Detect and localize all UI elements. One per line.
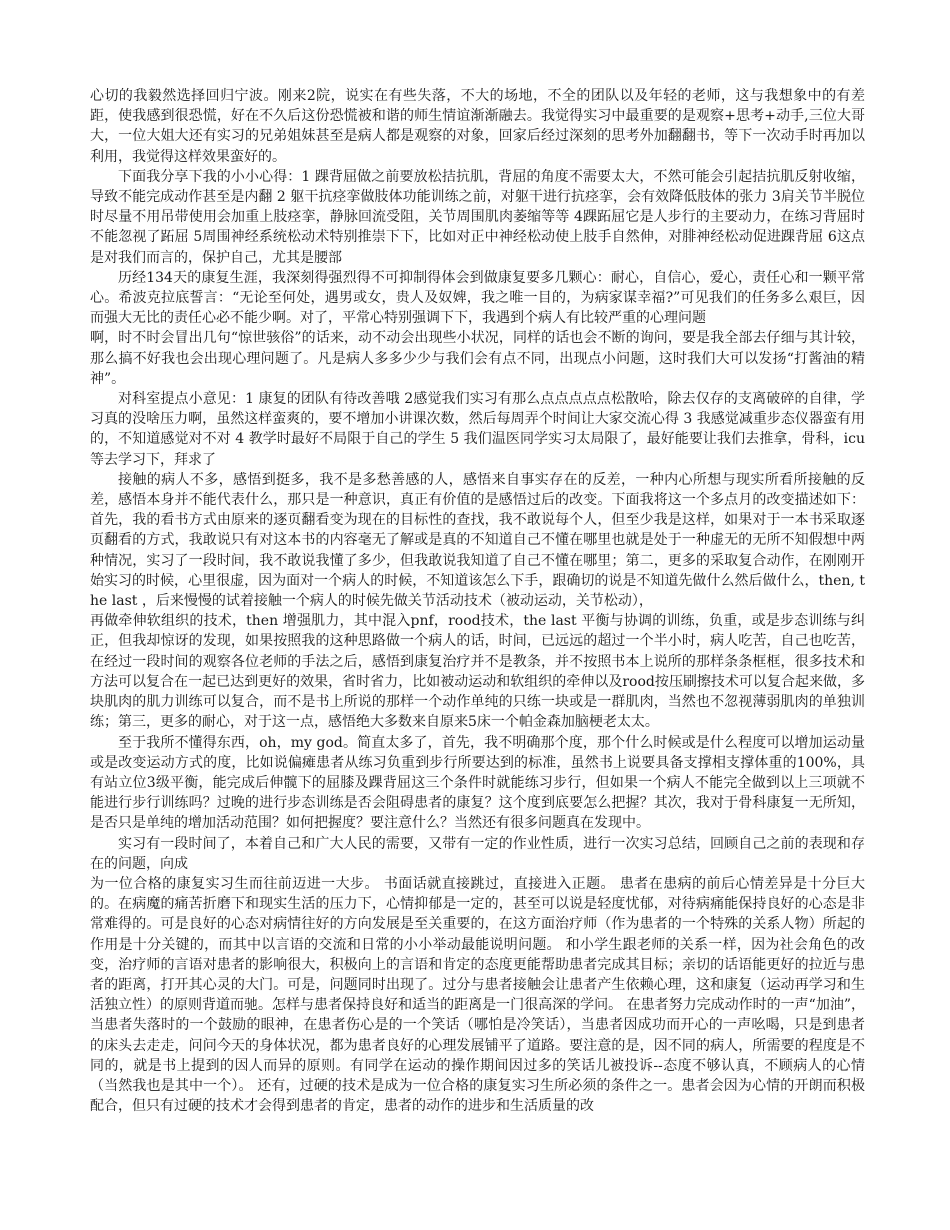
document-body: [90, 86, 865, 1116]
paragraph-9: 实习有一段时间了，本着自己和广大人民的需要，又带有一定的作业性质，进行一次实习总结，回顾自己之前的表现和存在的问题，向成: [90, 835, 865, 872]
paragraph-8: 至于我所不懂得东西，oh，my god。简直太多了，首先，我不明确那个度，那个什么时候或是什么程度可以增加运动量或是改变运动方式的度，比如说偏瘫患者从练习负重到步行所要达到的标准，虽然书上说要具备支撑相支撑体重的100%，具有站立位3级平衡，能完成后伸髋下的屈膝及踝背屈这三个条件时就能练习步行，但如果一个病人不能完全做到以上三项就不能进行步行训练吗？过晚的进行步态训练是否会阻碍患者的康复？这个度到底要怎么把握？其次，我对于骨科康复一无所知，是否只是单纯的增加活动范围？如何把握度？要注意什么？当然还有很多问题真在发现中。: [90, 734, 865, 832]
paragraph-6: 接触的病人不多，感悟到挺多，我不是多愁善感的人，感悟来自事实存在的反差，一种内心所想与现实所看所接触的反差，感悟本身并不能代表什么，那只是一种意识，真正有价值的是感悟过后的改变。下面我将这一个多点月的改变描述如下：首先，我的看书方式由原来的逐页翻看变为现在的目标性的查找，我不敢说每个人，但至少我是这样，如果对于一本书采取逐页翻看的方式，我敢说只有对这本书的内容毫无了解或是真的不知道自己不懂在哪里也就是处于一种虚无的无所不知假想中两种情况，实习了一段时间，我不敢说我懂了多少，但我敢说我知道了自己不懂在哪里；第二，更多的采取复合动作，在刚刚开始实习的时候，心里很虚，因为面对一个病人的时候，不知道该怎么下手，跟确切的说是不知道先做什么然后做什么，then, the last ，后来慢慢的试着接触一个病人的时候先做关节活动技术（被动运动，关节松动），: [90, 471, 865, 610]
paragraph-3: 历经134天的康复生涯，我深刻得强烈得不可抑制得体会到做康复要多几颗心：耐心，自信心，爱心，责任心和一颗平常心。希波克拉底誓言：“无论至何处，遇男或女，贵人及奴婢，我之唯一目的，为病家谋幸福?”可见我们的任务多么艰巨，因而强大无比的责任心必不能少啊。对了，平常心特别强调下下，我遇到个病人有比较严重的心理问题: [90, 269, 865, 327]
paragraph-1: 心切的我毅然选择回归宁波。刚来2院，说实在有些失落，不大的场地，不全的团队以及年轻的老师，这与我想象中的有差距，使我感到很恐慌，好在不久后这份恐慌被和谐的师生情谊渐渐融去。我觉得实习中最重要的是观察+思考+动手,三位大哥大，一位大姐大还有实习的兄弟姐妹甚至是病人都是观察的对象，回家后经过深刻的思考外加翻翻书，等下一次动手时再加以利用，我觉得这样效果蛮好的。: [90, 88, 865, 165]
paragraph-7: 再做牵伸软组织的技术，then 增强肌力，其中混入pnf，rood技术，the last 平衡与协调的训练，负重，或是步态训练与纠正，但我却惊讶的发现，如果按照我的这种思路做一个病人的话，时间，已远远的超过一个半小时，病人吃苦，自己也吃苦，在经过一段时间的观察各位老师的手法之后，感悟到康复治疗并不是教条，并不按照书本上说所的那样条条框框，很多技术和方法可以复合在一起已达到更好的效果，省时省力，比如被动运动和软组织的牵伸以及rood按压刷擦技术可以复合起来做，多块肌肉的肌力训练可以复合，而不是书上所说的那样一个动作单纯的只练一块或是一群肌肉，当然也不忽视薄弱肌肉的单独训练；第三，更多的耐心，对于这一点，感悟绝大多数来自原来5床一个帕金森加脑梗老太太。: [90, 613, 865, 731]
paragraph-10: 为一位合格的康复实习生而往前迈进一大步。 书面话就直接跳过，直接进入正题。 患者在患病的前后心情差异是十分巨大的。在病魔的痛苦折磨下和现实生活的压力下，心情抑郁是一定的，甚至可以说是轻度忧郁，对待病痛能保持良好的心态是非常难得的。可是良好的心态对病情往好的方向发展是至关重要的，在这方面治疗师（作为患者的一个特殊的关系人物）所起的作用是十分关键的，而其中以言语的交流和日常的小小举动最能说明问题。 和小学生跟老师的关系一样，因为社会角色的改变，治疗师的言语对患者的影响很大，积极向上的言语和肯定的态度更能帮助患者完成其目标；亲切的话语能更好的拉近与患者的距离，打开其心灵的大门。可是，问题同时出现了。过分与患者接触会让患者产生依赖心理，这和康复（运动再学习和生活独立性）的原则背道而驰。怎样与患者保持良好和适当的距离是一门很高深的学问。 在患者努力完成动作时的一声“加油”，当患者失落时的一个鼓励的眼神，在患者伤心是的一个笑话（哪怕是冷笑话），当患者因成功而开心的一声吆喝，只是到患者的床头去走走，问问今天的身体状况，都为患者良好的心理发展铺平了道路。要注意的是，因不同的病人，所需要的程度是不同的，就是书上提到的因人而异的原则。有同学在运动的操作期间因过多的笑话儿被投诉--态度不够认真，不顾病人的心情（当然我也是其中一个）。 还有，过硬的技术是成为一位合格的康复实习生所必须的条件之一。患者会因为心情的开朗而积极配合，但只有过硬的技术才会得到患者的肯定，患者的动作的进步和生活质量的改: [90, 875, 865, 1115]
paragraph-4: 啊，时不时会冒出几句“惊世骇俗”的话来，动不动会出现些小状况，同样的话也会不断的询问，要是我全部去仔细与其计较，那么搞不好我也会出现心理问题了。凡是病人多多少少与我们会有点不同，出现点小问题，这时我们大可以发扬“打酱油的精神”。: [90, 330, 865, 387]
paragraph-5: 对科室提点小意见：1 康复的团队有待改善哦 2感觉我们实习有那么点点点点点松散哈，除去仅存的支离破碎的自律，学习真的没啥压力啊，虽然这样蛮爽的，要不增加小讲课次数，然后每周弄个时间让大家交流心得 3 我感觉减重步态仪器蛮有用的，不知道感觉对不对 4 教学时最好不局限于自己的学生 5 我们温医同学实习太局限了，最好能要让我们去推拿，骨科，icu等去学习下，拜求了: [90, 391, 865, 468]
paragraph-2: 下面我分享下我的小小心得：1 踝背屈做之前要放松拮抗肌，背屈的角度不需要太大，不然可能会引起拮抗肌反射收缩，导致不能完成动作甚至是内翻 2 躯干抗痉挛做肢体功能训练之前，对躯干进行抗痉挛，会有效降低肢体的张力 3肩关节半脱位时尽量不用吊带使用会加重上肢痉挛，静脉回流受阻，关节周围肌肉萎缩等等 4踝跖屈它是人步行的主要动力，在练习背屈时不能忽视了跖屈 5周围神经系统松动术特别推崇下下，比如对正中神经松动使上肢手自然伸，对腓神经松动促进踝背屈 6这点是对我们而言的，保护自己，尤其是腰部: [90, 168, 865, 266]
